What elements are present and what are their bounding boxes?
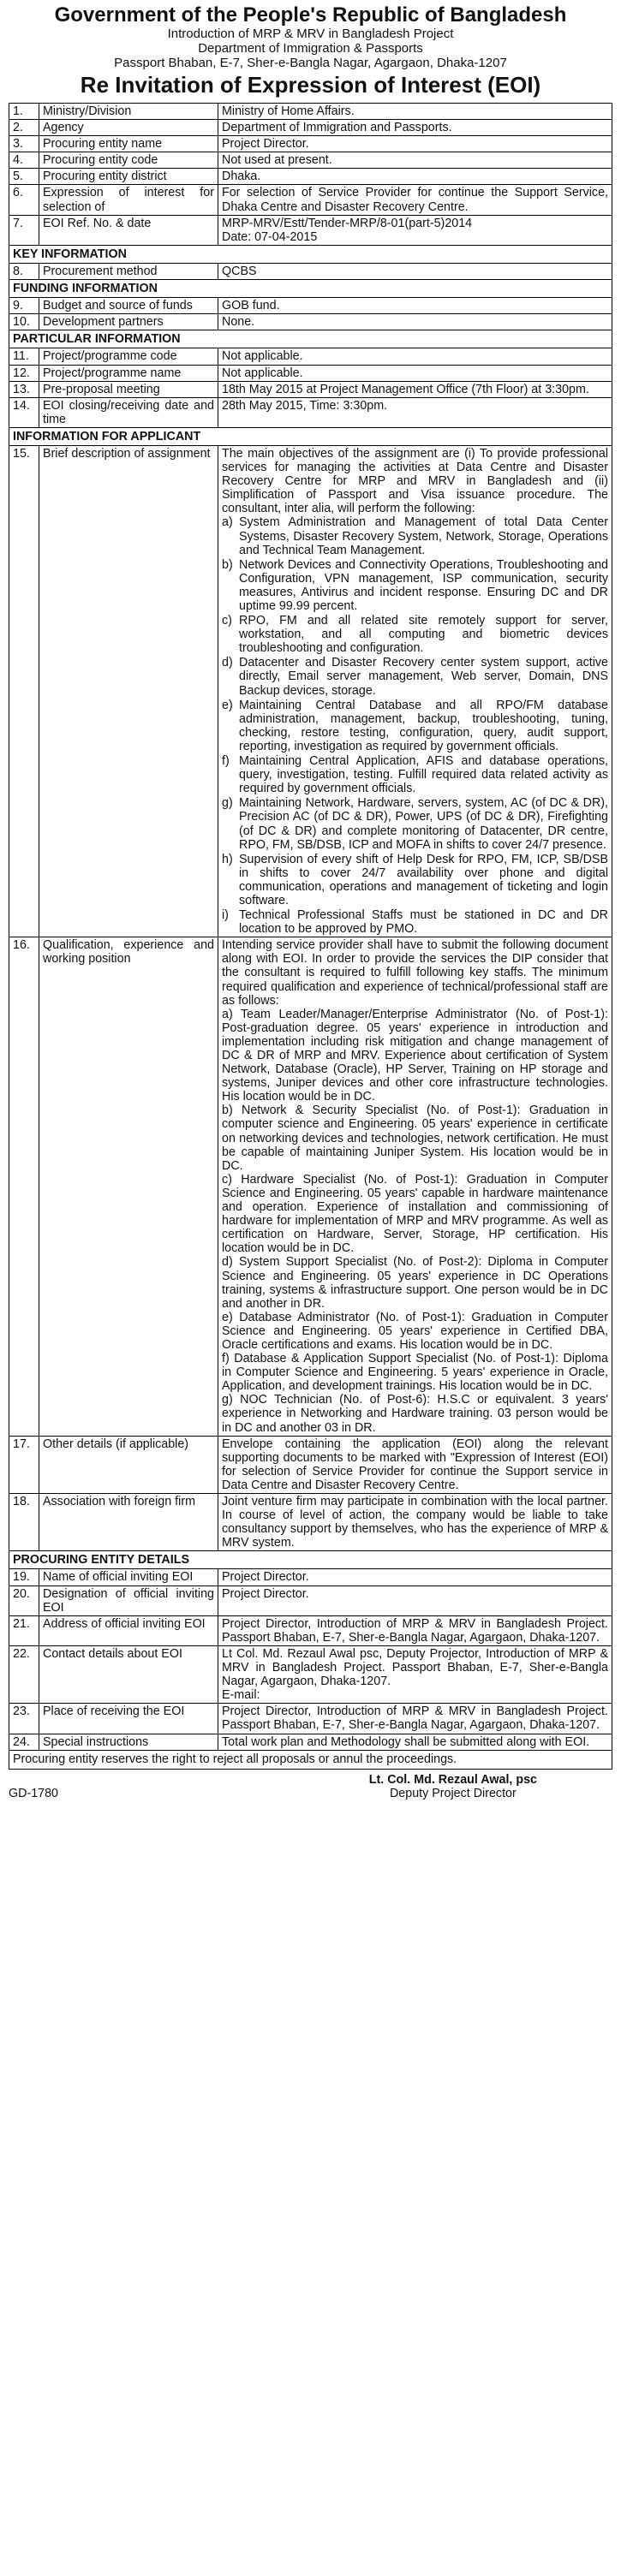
row-number: 2. [9, 120, 39, 136]
row-value-text: Lt Col. Md. Rezaul Awal psc, Deputy Projector, Introduction of MRP & MRV in Bangladesh Project. Passport Bhaban, E-7, Sher-e-Bangla Nagar, Agargaon, Dhaka-1207. [222, 1646, 608, 1689]
assignment-intro: The main objectives of the assignment are (i) To provide professional services for managing the activities at Data Centre and Disaster Recovery Centre for MRP and MRV in Bangladesh and (ii) Simplification of Passport and Visa issuance procedure. The consultant, inter alia, will perform the following: [222, 446, 608, 516]
row-value [218, 348, 612, 365]
row-label: Agency [39, 120, 218, 136]
row-value-text: 28th May 2015, Time: 3:30pm. [222, 398, 388, 413]
list-item [222, 754, 608, 795]
row-value-text: Project Director. [222, 1586, 309, 1601]
row-label: Special instructions [39, 1734, 218, 1750]
row-value-text: Project Director. [222, 1570, 309, 1585]
table-row [9, 185, 612, 215]
signatory-name: Lt. Col. Md. Rezaul Awal, psc [368, 1772, 537, 1787]
list-item [222, 614, 608, 655]
row-value [218, 1615, 612, 1645]
table-row [9, 381, 612, 397]
list-item [222, 796, 608, 851]
row-value-text: QCBS [222, 264, 257, 278]
row-value-text: 18th May 2015 at Project Management Office (7th Floor) at 3:30pm. [222, 382, 589, 396]
section-row [9, 1551, 612, 1569]
row-value [218, 314, 612, 330]
list-item [222, 699, 608, 753]
row-label: Other details (if applicable) [39, 1436, 218, 1493]
row-value [218, 397, 612, 427]
row-number: 16. [9, 937, 39, 1436]
department-address: Passport Bhaban, E-7, Sher-e-Bangla Nagar, Agargaon, Dhaka-1207 [114, 56, 507, 70]
table-row [9, 1436, 612, 1493]
row-label: Ministry/Division [39, 104, 218, 120]
row-label: Expression of interest for selection of [39, 185, 218, 215]
signature-block [9, 1773, 612, 1800]
row-number: 20. [9, 1585, 39, 1615]
row-value-extra: Date: 07-04-2015 [222, 229, 318, 244]
row-number: 7. [9, 215, 39, 245]
row-label: Development partners [39, 314, 218, 330]
row-value-text: Project Director, Introduction of MRP & MRV in Bangladesh Project. Passport Bhaban, E-7, Sher-e-Bangla Nagar, Agargaon, Dhaka-1207. [222, 1704, 608, 1733]
table-row [9, 314, 612, 330]
row-label: Designation of official inviting EOI [39, 1585, 218, 1615]
row-value [218, 1569, 612, 1585]
row-label: Place of receiving the EOI [39, 1704, 218, 1734]
section-heading: PROCURING ENTITY DETAILS [9, 1551, 612, 1569]
row-number: 1. [9, 104, 39, 120]
qualification-paragraph: Intending service provider shall have to submit the following document along with EOI. In order to provide the services the DIP consider that the consultant is required to fulfill following key staffs. The minimum required qualification and experience of technical/professional staff are as follows: [222, 938, 608, 1008]
list-item [222, 656, 608, 697]
row-number: 22. [9, 1645, 39, 1703]
row-value [218, 185, 612, 215]
section-row [9, 245, 612, 263]
row-value [218, 1704, 612, 1734]
notice-heading: Re Invitation of Expression of Interest (EOI) [80, 72, 541, 98]
row-number: 17. [9, 1436, 39, 1493]
table-row [9, 136, 612, 152]
row-label: Brief description of assignment [39, 445, 218, 937]
row-value-text: For selection of Service Provider for continue the Support Service, Dhaka Centre and Disaster Recovery Centre. [222, 186, 608, 214]
row-value-text: Project Director, Introduction of MRP & MRV in Bangladesh Project. Passport Bhaban, E-7, Sher-e-Bangla Nagar, Agargaon, Dhaka-1207. [222, 1616, 608, 1645]
table-row [9, 1569, 612, 1585]
list-item-text: Supervision of every shift of Help Desk for RPO, FM, ICP, SB/DSB in shifts to cover 24/7 availability over phone and digital communication, operations and management of ticketing and login software. [239, 852, 608, 907]
list-item-letter: c) [222, 614, 232, 628]
row-number: 21. [9, 1615, 39, 1645]
table-row [9, 215, 612, 245]
row-number: 15. [9, 445, 39, 937]
row-label: EOI closing/receiving date and time [39, 397, 218, 427]
row-label: Project/programme name [39, 365, 218, 381]
table-row [9, 104, 612, 120]
row-label: EOI Ref. No. & date [39, 215, 218, 245]
row-value-text: Not applicable. [222, 349, 303, 364]
row-number: 23. [9, 1704, 39, 1734]
row-value-text: Department of Immigration and Passports. [222, 121, 452, 135]
list-item-text: RPO, FM and all related site remotely support for server, workstation, and all computing and biometric devices troubleshooting and configuration. [239, 614, 608, 656]
assignment-description [218, 445, 612, 937]
row-value [218, 215, 612, 245]
row-value [218, 1734, 612, 1750]
list-item-text: System Administration and Management of total Data Center Systems, Disaster Recovery System, Network, Storage, Operations and Technical Team Management. [239, 515, 608, 557]
row-number: 10. [9, 314, 39, 330]
list-item-text: Maintaining Network, Hardware, servers, system, AC (of DC & DR), Precision AC (of DC & DR), Power, UPS (of DC & DR), Firefighting (of DC & DR) and complete monitoring of Datacenter, DR centre, RPO, FM, SB/DSB, ICP and MOFA in shifts to cover 24/7 presence. [239, 796, 608, 852]
list-item-text: Maintaining Central Database and all RPO/FM database administration, management, backup, troubleshooting, tuning, checking, restore testing, configuration, query, audit support, reporting, investigation as required by government officials. [239, 698, 608, 753]
row-number: 24. [9, 1734, 39, 1750]
list-item-letter: h) [222, 852, 233, 866]
table-row-assignment [9, 445, 612, 937]
table-row [9, 1704, 612, 1734]
section-row [9, 427, 612, 445]
footnote: Procuring entity reserves the right to reject all proposals or annul the proceedings. [9, 1751, 612, 1770]
list-item-letter: e) [222, 698, 233, 712]
list-item-letter: f) [222, 754, 230, 769]
section-heading: FUNDING INFORMATION [9, 280, 612, 298]
table-row [9, 169, 612, 185]
signatory [369, 1773, 537, 1800]
qualification-paragraph: f) Database & Application Support Specialist (No. of Post-1): Diploma in Computer Science and Engineering. 5 years' experience in Oracle, Application, and development trainings. His location would be in DC. [222, 1352, 608, 1394]
table-row [9, 152, 612, 169]
list-item-letter: i) [222, 908, 229, 923]
list-item-letter: g) [222, 796, 233, 811]
department-name: Department of Immigration & Passports [198, 41, 423, 56]
row-value [218, 1494, 612, 1551]
table-row [9, 365, 612, 381]
row-number: 3. [9, 136, 39, 152]
row-value-text: Ministry of Home Affairs. [222, 104, 355, 118]
list-item [222, 908, 608, 936]
row-label: Pre-proposal meeting [39, 381, 218, 397]
list-item-text: Datacenter and Disaster Recovery center system support, active directly, Email server management, Web server, Domain, DNS Backup devices, storage. [239, 656, 608, 698]
row-label: Address of official inviting EOI [39, 1615, 218, 1645]
row-value-text: Not used at present. [222, 153, 332, 168]
row-value [218, 365, 612, 381]
table-row [9, 1645, 612, 1703]
row-value [218, 298, 612, 314]
row-value [218, 104, 612, 120]
qualification-paragraph: d) System Support Specialist (No. of Post-2): Diploma in Computer Science and Engineering. 05 years' experience in DC Operations training, systems & infrastructure support. One person would be in DC and another in DR. [222, 1255, 608, 1311]
row-value [218, 169, 612, 185]
row-label: Procurement method [39, 263, 218, 279]
list-item-text: Technical Professional Staffs must be stationed in DC and DR location to be approved by PMO. [239, 908, 608, 937]
assignment-task-list [222, 515, 608, 936]
qualification-paragraph: e) Database Administrator (No. of Post-1): Graduation in Computer Science and Engineering. 05 years' experience in Certified DBA, Oracle certifications and exams. His location would be in DC. [222, 1310, 608, 1352]
row-value-text: Dhaka. [222, 170, 261, 184]
row-label: Association with foreign firm [39, 1494, 218, 1551]
notice-header [9, 3, 612, 98]
row-value-text: GOB fund. [222, 299, 280, 313]
row-value [218, 120, 612, 136]
row-number: 4. [9, 152, 39, 169]
row-value-text: None. [222, 315, 255, 330]
row-value-text: Project Director. [222, 137, 309, 152]
table-row [9, 263, 612, 279]
notice-code: GD-1780 [9, 1786, 59, 1800]
row-number: 12. [9, 365, 39, 381]
row-label: Name of official inviting EOI [39, 1569, 218, 1585]
eoi-table [9, 103, 612, 1751]
list-item [222, 853, 608, 907]
row-value-text: Joint venture firm may participate in combination with the local partner. In course of level of action, the company would be liable to take consultancy support by themselves, who has the experience of MRP & MRV system. [222, 1495, 608, 1550]
list-item-text: Network Devices and Connectivity Operations, Troubleshooting and Configuration, VPN management, ISP communication, security measures, Antivirus and incident response. Ensuring DC and DR uptime 99.99 percent. [239, 557, 608, 613]
qualification-paragraph: c) Hardware Specialist (No. of Post-1): Graduation in Computer Science and Engineering. 05 years' capable in hardware maintenance and operation. Experience of installation and commissioning of hardware for implementation of MRP and MRV programme. As well as certification on Hardware, Server, Storage, HP certification. His location would be in DC. [222, 1172, 608, 1256]
row-label: Qualification, experience and working position [39, 937, 218, 1436]
row-label: Project/programme code [39, 348, 218, 365]
row-value-text: Envelope containing the application (EOI) along the relevant supporting documents to be marked with "Expression of Interest (EOI) for selection of Service Provider for continue the Support service in Data Centre and Disaster Recovery Centre. [222, 1437, 608, 1492]
row-value [218, 1585, 612, 1615]
table-row [9, 120, 612, 136]
table-row [9, 1585, 612, 1615]
row-number: 18. [9, 1494, 39, 1551]
row-value-extra: E-mail: [222, 1688, 260, 1703]
section-heading: KEY INFORMATION [9, 245, 612, 263]
row-value-text: Total work plan and Methodology shall be submitted along with EOI. [222, 1734, 590, 1749]
row-number: 6. [9, 185, 39, 215]
list-item-text: Maintaining Central Application, AFIS and database operations, query, investigation, testing. Fulfill required data related activity as required by government officials. [239, 754, 608, 796]
row-value-text: MRP-MRV/Estt/Tender-MRP/8-01(part-5)2014 [222, 216, 473, 230]
row-number: 19. [9, 1569, 39, 1585]
table-row [9, 397, 612, 427]
row-value [218, 152, 612, 169]
row-number: 11. [9, 348, 39, 365]
table-row [9, 1734, 612, 1750]
list-item [222, 515, 608, 556]
qualification-details [218, 937, 612, 1436]
row-label: Procuring entity code [39, 152, 218, 169]
table-row [9, 1494, 612, 1551]
project-name: Introduction of MRP & MRV in Bangladesh Project [167, 27, 454, 41]
row-value [218, 381, 612, 397]
qualification-paragraph: b) Network & Security Specialist (No. of Post-1): Graduation in computer science and Engineering. 05 years' experience in certificate on networking devices and technologies, network certification. He must be capable of maintaining Juniper System. His location would be in DC. [222, 1104, 608, 1173]
section-heading: PARTICULAR INFORMATION [9, 330, 612, 348]
row-label: Procuring entity district [39, 169, 218, 185]
row-label: Budget and source of funds [39, 298, 218, 314]
list-item [222, 558, 608, 613]
row-label: Procuring entity name [39, 136, 218, 152]
row-label: Contact details about EOI [39, 1645, 218, 1703]
qualification-paragraph: g) NOC Technician (No. of Post-6): H.S.C or equivalent. 3 years' experience in Networking and Hardware training. 03 person would be in DC and another 03 in DR. [222, 1393, 608, 1435]
section-heading: INFORMATION FOR APPLICANT [9, 427, 612, 445]
qualification-paragraph: a) Team Leader/Manager/Enterprise Administrator (No. of Post-1): Post-graduation degree. 05 years' experience in introduction and implementation including risk mitigation and change management of DC & DR of MRP and MRV. Experience about certification of System Network, Database (Oracle), HP Server, Training on HP storage and systems, Juniper devices and other core infrastructure technologies. His location would be in DC. [222, 1007, 608, 1104]
list-item-letter: b) [222, 557, 233, 572]
row-value [218, 1645, 612, 1703]
table-row [9, 1615, 612, 1645]
row-value [218, 263, 612, 279]
section-row [9, 330, 612, 348]
row-number: 13. [9, 381, 39, 397]
list-item-letter: a) [222, 515, 233, 530]
row-value [218, 136, 612, 152]
section-row [9, 280, 612, 298]
row-value [218, 1436, 612, 1493]
row-value-text: Not applicable. [222, 366, 303, 380]
government-title: Government of the People's Republic of Bangladesh [54, 3, 567, 27]
list-item-letter: d) [222, 656, 233, 670]
signatory-designation: Deputy Project Director [389, 1786, 517, 1800]
row-number: 9. [9, 298, 39, 314]
row-number: 5. [9, 169, 39, 185]
row-number: 14. [9, 397, 39, 427]
table-row-qualification [9, 937, 612, 1436]
table-row [9, 348, 612, 365]
row-number: 8. [9, 263, 39, 279]
table-row [9, 298, 612, 314]
